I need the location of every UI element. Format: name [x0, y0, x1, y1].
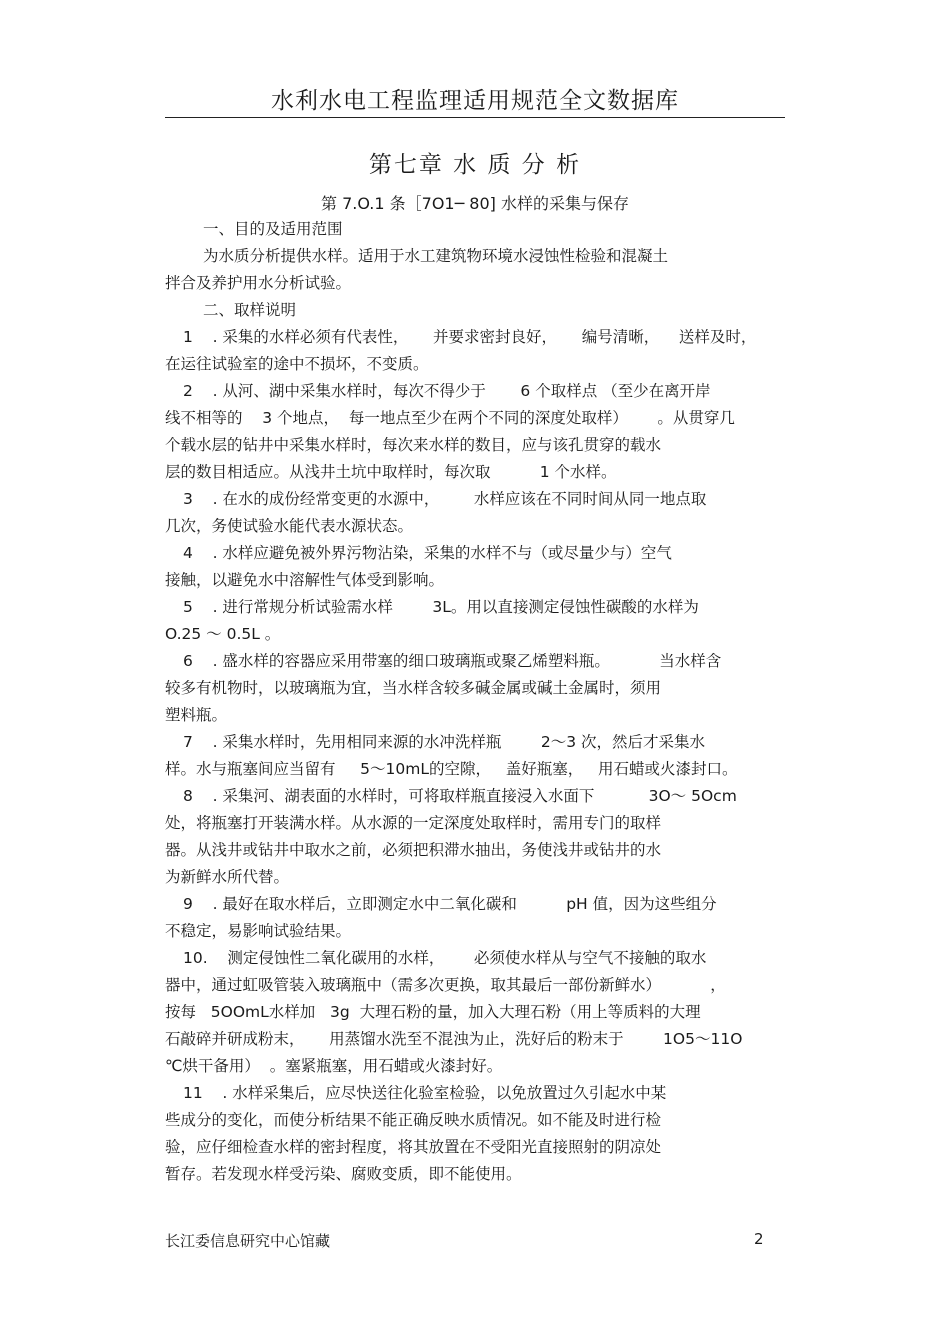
body-line: 不稳定，易影响试验结果。 [165, 922, 352, 940]
body-line: 2 . 从河、湖中采集水样时，每次不得少于 6 个取样点 （至少在离开岸 [183, 382, 711, 400]
body-line: O.25 ～ 0.5L 。 [165, 625, 281, 643]
body-line: 一、目的及适用范围 [203, 220, 343, 238]
body-line: 层的数目相适应。从浅井土坑中取样时，每次取 1 个水样。 [165, 463, 617, 481]
document-body [165, 216, 795, 1188]
body-line: 线不相等的 3 个地点， 每一地点至少在两个不同的深度处取样） 。从贯穿几 [165, 409, 735, 427]
body-line: 在运往试验室的途中不损坏，不变质。 [165, 355, 429, 373]
body-line: 8 . 采集河、湖表面的水样时，可将取样瓶直接浸入水面下 3O～ 5Ocm [183, 787, 737, 805]
page-number: 2 [754, 1230, 764, 1248]
body-line: 9 . 最好在取水样后，立即测定水中二氧化碳和 pH 值，因为这些组分 [183, 895, 717, 913]
body-line: 处，将瓶塞打开装满水样。从水源的一定深度处取样时，需用专门的取样 [165, 814, 662, 832]
body-line: 10. 测定侵蚀性二氧化碳用的水样， 必须使水样从与空气不接触的取水 [183, 949, 707, 967]
body-line: 二、取样说明 [203, 301, 297, 319]
body-line: 较多有机物时，以玻璃瓶为宜，当水样含较多碱金属或碱土金属时，须用 [165, 679, 662, 697]
body-line: 按每 5OOmL水样加 3g 大理石粉的量，加入大理石粉（用上等质料的大理 [165, 1003, 701, 1021]
body-line: 6 . 盛水样的容器应采用带塞的细口玻璃瓶或聚乙烯塑料瓶。 当水样含 [183, 652, 722, 670]
body-line: 3 . 在水的成份经常变更的水源中， 水样应该在不同时间从同一地点取 [183, 490, 707, 508]
body-line: 个载水层的钻井中采集水样时，每次来水样的数目，应与该孔贯穿的载水 [165, 436, 662, 454]
body-line: 器中，通过虹吸管装入玻璃瓶中（需多次更换，取其最后一部份新鲜水） ， [165, 976, 726, 994]
body-line: 器。从浅井或钻井中取水之前，必须把积滞水抽出，务使浅井或钻井的水 [165, 841, 662, 859]
body-line: 4 . 水样应避免被外界污物沾染，采集的水样不与（或尽量少与）空气 [183, 544, 672, 562]
body-line: 5 . 进行常规分析试验需水样 3L。用以直接测定侵蚀性碳酸的水样为 [183, 598, 699, 616]
body-line: 暂存。若发现水样受污染、腐败变质，即不能使用。 [165, 1165, 522, 1183]
body-line: 为新鲜水所代替。 [165, 868, 290, 886]
body-line: 几次，务使试验水能代表水源状态。 [165, 517, 414, 535]
body-line: 接触，以避免水中溶解性气体受到影响。 [165, 571, 445, 589]
section-title: 第 7.O.1 条［7O1─ 80] 水样的采集与保存 [320, 194, 629, 213]
body-line: 7 . 采集水样时，先用相同来源的水冲洗样瓶 2～3 次，然后才采集水 [183, 733, 705, 751]
chapter-title: 第七章 水 质 分 析 [368, 152, 582, 178]
body-line: 验，应仔细检查水样的密封程度，将其放置在不受阳光直接照射的阴凉处 [165, 1138, 662, 1156]
body-line: 塑料瓶。 [165, 706, 228, 724]
page-footer-text: 长江委信息研究中心馆藏 [165, 1232, 331, 1250]
body-line: 样。水与瓶塞间应当留有 5～10mL的空隙， 盖好瓶塞， 用石蜡或火漆封口。 [165, 760, 738, 778]
body-line: ℃烘干备用） 。塞紧瓶塞，用石蜡或火漆封好。 [165, 1057, 503, 1075]
header-divider [165, 117, 785, 118]
body-line: 为水质分析提供水样。适用于水工建筑物环境水浸蚀性检验和混凝土 [203, 247, 669, 265]
body-line: 石敲碎并研成粉末， 用蒸馏水洗至不混浊为止，洗好后的粉末于 1O5～11O [165, 1030, 743, 1048]
body-line: 些成分的变化，而使分析结果不能正确反映水质情况。如不能及时进行检 [165, 1111, 662, 1129]
page-header-title: 水利水电工程监理适用规范全文数据库 [271, 88, 679, 114]
body-line: 拌合及养护用水分析试验。 [165, 274, 352, 292]
body-line: 1 . 采集的水样必须有代表性， 并要求密封良好， 编号清晰， 送样及时， [183, 328, 757, 346]
body-line: 11 . 水样采集后，应尽快送往化验室检验，以免放置过久引起水中某 [183, 1084, 667, 1102]
